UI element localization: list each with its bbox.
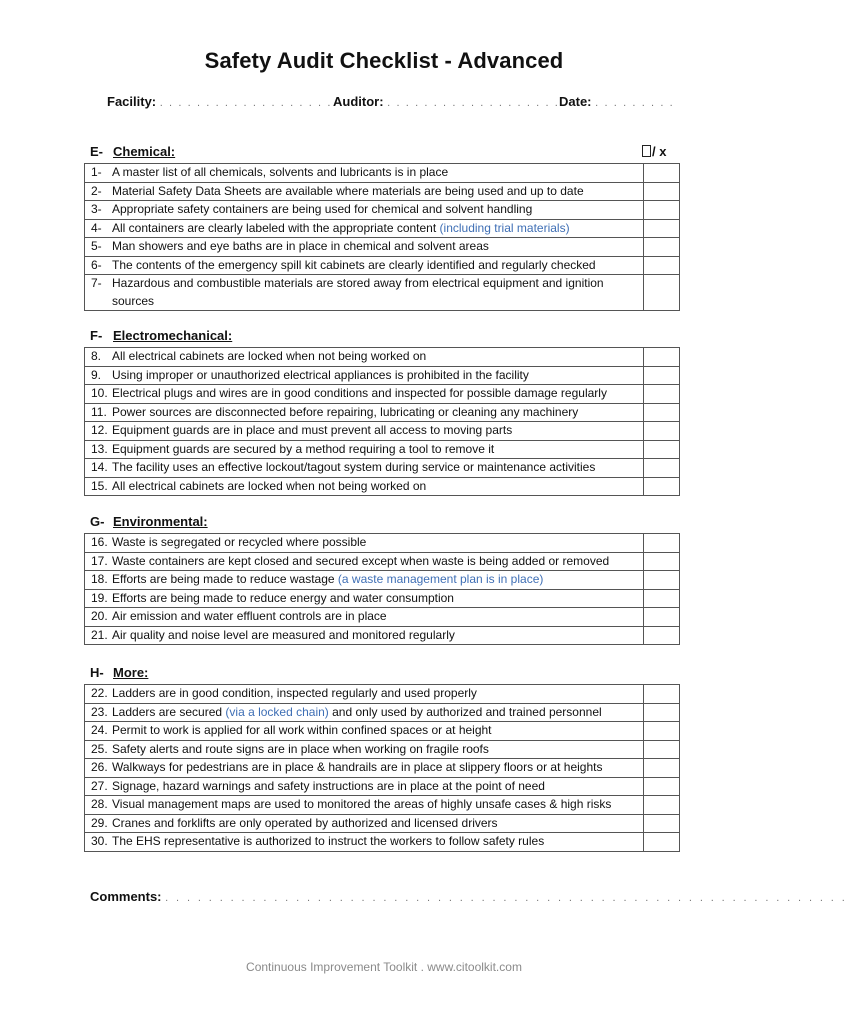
checklist-item (85, 201, 644, 219)
checklist-item (85, 704, 644, 722)
section-e (84, 143, 680, 311)
checklist-row (85, 478, 680, 497)
checklist-row (85, 183, 680, 202)
item-number: 15. (91, 478, 108, 493)
item-text: All electrical cabinets are locked when not being worked on (112, 349, 427, 363)
item-number: 17. (91, 553, 108, 568)
item-text: Efforts are being made to reduce wastage (112, 572, 338, 586)
item-number: 30. (91, 834, 108, 848)
item-text-wrap (112, 685, 643, 703)
checklist-row (85, 778, 680, 797)
item-text: The contents of the emergency spill kit cabinets are clearly identified and regularly checked (112, 257, 596, 272)
checklist-item (85, 441, 644, 459)
check-box[interactable] (644, 404, 680, 422)
item-text-wrap (112, 257, 643, 275)
check-box[interactable] (644, 257, 680, 275)
item-number: 2- (91, 183, 102, 198)
item-text: Material Safety Data Sheets are available where materials are being used and up to date (112, 183, 584, 198)
check-box[interactable] (644, 459, 680, 477)
checklist-row (85, 385, 680, 404)
item-number: 1- (91, 165, 102, 179)
item-text-wrap (112, 385, 643, 403)
auditor-dots: . . . . . . . . . . . . . . . . . . . (387, 97, 560, 109)
item-text-wrap (112, 534, 643, 552)
section-header (84, 143, 680, 163)
item-number: 21. (91, 627, 108, 642)
item-text: The facility uses an effective lockout/tagout system during service or maintenance activities (112, 460, 596, 474)
check-box[interactable] (644, 422, 680, 440)
checklist-row (85, 759, 680, 778)
checklist-row (85, 741, 680, 760)
item-text-wrap (112, 833, 643, 851)
item-text-wrap (112, 608, 643, 626)
check-glyph-icon (642, 145, 651, 157)
check-box[interactable] (644, 759, 680, 777)
item-text: Safety alerts and route signs are in place when working on fragile roofs (112, 741, 489, 756)
checklist-row (85, 685, 680, 704)
checklist-table (84, 684, 680, 852)
check-box[interactable] (644, 590, 680, 608)
section-g (84, 513, 680, 645)
section-code: G- (90, 514, 105, 529)
checklist-item (85, 590, 644, 608)
section-code: F- (90, 328, 103, 343)
checklist-row (85, 833, 680, 852)
check-header-text: / x (652, 144, 667, 159)
item-number: 20. (91, 609, 108, 623)
item-text-wrap (112, 422, 643, 440)
checklist-item (85, 778, 644, 796)
item-number: 24. (91, 723, 108, 737)
check-box[interactable] (644, 796, 680, 814)
item-number: 4- (91, 220, 102, 235)
checklist-item (85, 183, 644, 201)
item-text: Appropriate safety containers are being used for chemical and solvent handling (112, 202, 533, 216)
checklist-item (85, 741, 644, 759)
item-text-wrap (112, 571, 643, 589)
item-number: 22. (91, 686, 108, 700)
item-number: 7- (91, 276, 102, 290)
item-text-wrap (112, 275, 643, 310)
check-box[interactable] (644, 571, 680, 589)
item-note: (a waste management plan is in place) (337, 572, 544, 586)
check-box[interactable] (644, 164, 680, 182)
section-title: More: (113, 665, 149, 680)
check-box[interactable] (644, 685, 680, 703)
item-text-wrap (112, 348, 643, 366)
check-box[interactable] (644, 201, 680, 219)
item-text-wrap (112, 220, 643, 238)
section-f (84, 327, 680, 496)
item-text-wrap (112, 459, 643, 477)
checklist-item (85, 478, 644, 496)
item-text: Cranes and forklifts are only operated by authorized and licensed drivers (112, 815, 498, 830)
item-text-wrap (112, 722, 643, 740)
item-number: 13. (91, 441, 108, 456)
item-text: Using improper or unauthorized electrical appliances is prohibited in the facility (112, 367, 529, 382)
checklist-item (85, 238, 644, 256)
section-title: Electromechanical: (113, 328, 233, 343)
item-text-tail: and only used by authorized and trained personnel (328, 704, 602, 719)
checklist-item (85, 685, 644, 703)
checklist-row (85, 441, 680, 460)
checklist-row (85, 348, 680, 367)
item-text: Ladders are secured (112, 704, 226, 719)
checklist-item (85, 571, 644, 589)
checklist-row (85, 201, 680, 220)
item-number: 27. (91, 778, 108, 793)
section-code: E- (90, 144, 103, 159)
item-text-wrap (112, 759, 643, 777)
checklist-row (85, 722, 680, 741)
item-text-wrap (112, 796, 643, 814)
item-text-wrap (112, 164, 643, 182)
checklist-row (85, 367, 680, 386)
section-title: Environmental: (113, 514, 208, 529)
item-note: (via a locked chain) (225, 704, 329, 719)
comments-field[interactable] (90, 889, 847, 904)
check-box[interactable] (644, 608, 680, 626)
date-field[interactable] (559, 94, 674, 109)
checklist-item (85, 164, 644, 182)
facility-dots: . . . . . . . . . . . . . . . . . . . (159, 97, 333, 109)
item-text: Power sources are disconnected before repairing, lubricating or cleaning any machinery (112, 404, 579, 419)
checklist-row (85, 220, 680, 239)
checklist-item (85, 275, 644, 310)
item-text-wrap (112, 238, 643, 256)
item-text: A master list of all chemicals, solvents and lubricants is in place (112, 165, 449, 179)
check-box[interactable] (644, 385, 680, 403)
item-number: 18. (91, 572, 108, 586)
section-title: Chemical: (113, 144, 176, 159)
checklist-item (85, 759, 644, 777)
item-text-wrap (112, 404, 643, 422)
check-box[interactable] (644, 741, 680, 759)
item-number: 26. (91, 760, 108, 774)
checklist-table (84, 533, 680, 645)
item-text: Walkways for pedestrians are in place & handrails are in place at slippery floors or at heights (112, 760, 603, 774)
check-box[interactable] (644, 183, 680, 201)
item-number: 12. (91, 423, 108, 437)
facility-label: Facility: (107, 94, 157, 109)
item-text: Equipment guards are in place and must prevent all access to moving parts (112, 423, 513, 437)
comments-label: Comments: (90, 889, 162, 904)
auditor-label: Auditor: (333, 94, 384, 109)
check-box[interactable] (644, 553, 680, 571)
item-text: Waste is segregated or recycled where possible (112, 535, 367, 549)
footer-text: Continuous Improvement Toolkit . www.citoolkit.com (246, 960, 522, 974)
item-number: 28. (91, 797, 108, 811)
checklist-row (85, 422, 680, 441)
item-text-wrap (112, 478, 643, 496)
checklist-item (85, 796, 644, 814)
item-text: Ladders are in good condition, inspected regularly and used properly (112, 686, 477, 700)
checklist-item (85, 815, 644, 833)
item-text-wrap (112, 778, 643, 796)
section-code: H- (90, 665, 104, 680)
item-text: Electrical plugs and wires are in good conditions and inspected for possible damage regularly (112, 386, 607, 400)
item-text: Permit to work is applied for all work within confined spaces or at height (112, 723, 492, 737)
item-number: 23. (91, 704, 108, 719)
check-box[interactable] (644, 238, 680, 256)
item-text: The EHS representative is authorized to instruct the workers to follow safety rules (112, 834, 545, 848)
item-number: 16. (91, 535, 108, 549)
item-number: 14. (91, 460, 108, 474)
item-number: 5- (91, 239, 102, 253)
item-number: 9. (91, 367, 102, 382)
item-text: Hazardous and combustible materials are stored away from electrical equipment and ignition sources (112, 276, 604, 308)
section-header (84, 327, 680, 347)
checklist-row (85, 796, 680, 815)
check-box[interactable] (644, 478, 680, 496)
item-number: 11. (91, 404, 107, 419)
check-box[interactable] (644, 833, 680, 851)
checklist-item (85, 608, 644, 626)
checklist-item (85, 534, 644, 552)
checklist-row (85, 627, 680, 646)
check-box[interactable] (644, 348, 680, 366)
item-number: 19. (91, 590, 108, 605)
item-text-wrap (112, 367, 643, 385)
checklist-row (85, 257, 680, 276)
section-header (84, 664, 680, 684)
checklist-table (84, 163, 680, 311)
item-text-wrap (112, 553, 643, 571)
check-box[interactable] (644, 778, 680, 796)
checklist-row (85, 404, 680, 423)
item-text-wrap (112, 627, 643, 645)
item-text-wrap (112, 590, 643, 608)
item-number: 8. (91, 349, 102, 363)
check-box[interactable] (644, 722, 680, 740)
item-text: All containers are clearly labeled with the appropriate content (112, 220, 440, 235)
item-number: 10. (91, 386, 108, 400)
check-box[interactable] (644, 220, 680, 238)
checklist-item (85, 257, 644, 275)
comments-dots: . . . . . . . . . . . . . . . . . . . . . . . . . . . . . . . . . . . . . . . . . . . . . . . . . . . . . . . . . . . . . . . (165, 892, 847, 904)
checklist-row (85, 608, 680, 627)
check-box[interactable] (644, 627, 680, 645)
item-text: Efforts are being made to reduce energy and water consumption (112, 590, 454, 605)
item-text: Air emission and water effluent controls are in place (112, 609, 387, 623)
facility-field[interactable] (107, 94, 332, 109)
date-label: Date: (559, 94, 592, 109)
checklist-row (85, 571, 680, 590)
item-text: Visual management maps are used to monitored the areas of highly unsafe cases & high risks (112, 797, 612, 811)
page-title: Safety Audit Checklist - Advanced (204, 48, 564, 73)
item-text-wrap (112, 441, 643, 459)
checklist-item (85, 220, 644, 238)
checklist-row (85, 238, 680, 257)
checklist-row (85, 704, 680, 723)
date-dots: . . . . . . . . . (595, 97, 675, 109)
item-text-wrap (112, 201, 643, 219)
check-box[interactable] (644, 441, 680, 459)
checklist-item (85, 348, 644, 366)
item-text-wrap (112, 183, 643, 201)
checklist-item (85, 367, 644, 385)
checklist-item (85, 627, 644, 645)
checklist-item (85, 422, 644, 440)
checklist-row (85, 553, 680, 572)
item-text: Waste containers are kept closed and secured except when waste is being added or removed (112, 553, 610, 568)
check-box[interactable] (644, 704, 680, 722)
check-column-header (642, 144, 666, 159)
section-header (84, 513, 680, 533)
checklist-row (85, 590, 680, 609)
checklist-item (85, 833, 644, 851)
checklist-table (84, 347, 680, 496)
item-text: Equipment guards are secured by a method requiring a tool to remove it (112, 441, 495, 456)
item-number: 6- (91, 257, 102, 272)
checklist-item (85, 459, 644, 477)
checklist-row (85, 164, 680, 183)
checklist-row (85, 459, 680, 478)
item-text: Signage, hazard warnings and safety instructions are in place at the point of need (112, 778, 545, 793)
check-box[interactable] (644, 367, 680, 385)
checklist-row (85, 534, 680, 553)
checklist-item (85, 722, 644, 740)
checklist-item (85, 404, 644, 422)
item-number: 25. (91, 741, 108, 756)
item-number: 3- (91, 202, 102, 216)
item-number: 29. (91, 815, 108, 830)
checklist-row (85, 275, 680, 311)
auditor-field[interactable] (333, 94, 559, 109)
item-text-wrap (112, 704, 643, 722)
checklist-row (85, 815, 680, 834)
check-box[interactable] (644, 815, 680, 833)
item-text-wrap (112, 741, 643, 759)
checklist-item (85, 385, 644, 403)
checklist-item (85, 553, 644, 571)
check-box[interactable] (644, 534, 680, 552)
item-text: Man showers and eye baths are in place in chemical and solvent areas (112, 239, 489, 253)
item-text-wrap (112, 815, 643, 833)
item-note: (including trial materials) (439, 220, 570, 235)
check-box[interactable] (644, 275, 680, 310)
item-text: Air quality and noise level are measured and monitored regularly (112, 627, 455, 642)
section-h (84, 664, 680, 852)
item-text: All electrical cabinets are locked when not being worked on (112, 478, 427, 493)
